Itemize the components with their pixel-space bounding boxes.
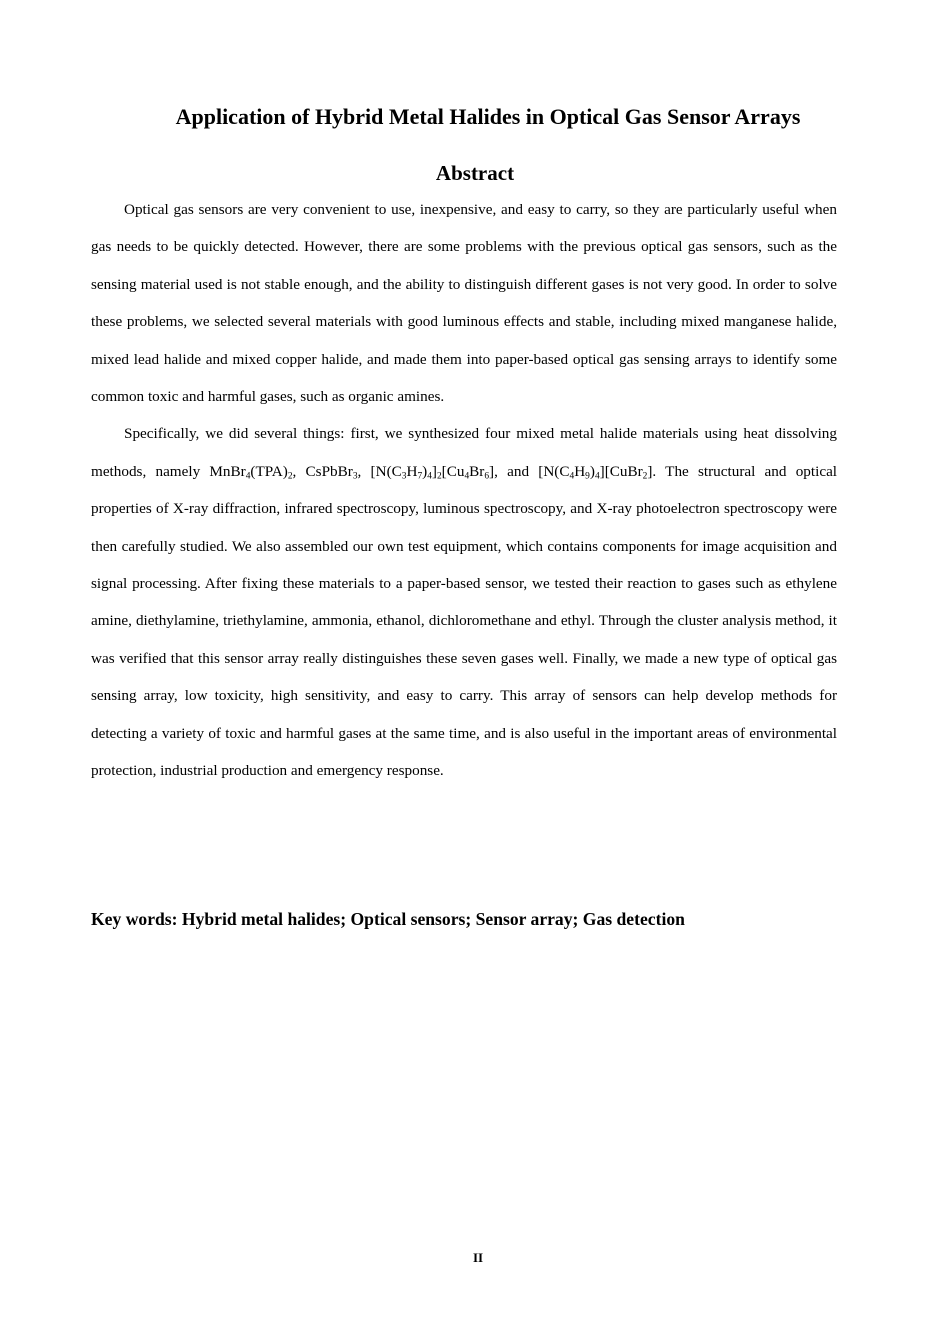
page-number: II [472, 1250, 484, 1265]
document-title: Application of Hybrid Metal Halides in Optical Gas Sensor Arrays [175, 104, 801, 129]
formula-mnbr4-tpa2: $MnBr_4(TPA)_2$ [209, 462, 293, 482]
abstract-body [91, 191, 837, 790]
keywords: Key words: Hybrid metal halides; Optical sensors; Sensor array; Gas detection [91, 909, 685, 929]
paragraph-2-intro: Specifically, we did several things: first, we synthesized four mixed metal halide materials using heat dissolving methods, namely [91, 425, 837, 480]
abstract-heading: Abstract [435, 161, 515, 185]
abstract-paragraph-1: Optical gas sensors are very convenient to use, inexpensive, and easy to carry, so they are particularly useful when gas needs to be quickly detected. However, there are some problems with the previous optical gas sensors, such as the sensing material used is not stable enough, and the ability to distinguish different gases is not very good. In order to solve these problems, we selected several materials with good luminous effects and stable, including mixed manganese halide, mixed lead halide and mixed copper halide, and made them into paper-based optical gas sensing arrays to identify some common toxic and harmful gases, such as organic amines. [91, 201, 837, 406]
formula-butylammonium-copper-bromide: $[N(C_4H_9)_4][CuBr_2]$. [538, 462, 657, 482]
paragraph-2-rest: The structural and optical properties of X-ray diffraction, infrared spectroscopy, luminous spectroscopy, and X-ray photoelectron spectroscopy were then carefully studied. We also assembled our own test equipment, which contains components for image acquisition and signal processing. After fixing these materials to a paper-based sensor, we tested their reaction to gases such as ethylene amine, diethylamine, triethylamine, ammonia, ethanol, dichloromethane and ethyl. Through the cluster analysis method, it was verified that this sensor array really distinguishes these seven gases well. Finally, we made a new type of optical gas sensing array, low toxicity, high sensitivity, and easy to carry. This array of sensors can help develop methods for detecting a variety of toxic and harmful gases at the same time, and is also useful in the important areas of environmental protection, industrial production and emergency response. [91, 462, 838, 780]
formula-cspbbr3: CsPbBr$_3$ [305, 462, 358, 482]
abstract-paragraph-2: Specifically, we did several things: first, we synthesized four mixed metal halide materials using heat dissolving methods, namely $MnBr_4(TPA)_2$, CsPbBr$_3$, $[N(C_3H_7)_4]_2[Cu_4Br_6]$, and $[N(C_4H_9)_4][CuBr_2]$. The structural and optical properties of X-ray diffraction, infrared spectroscopy, luminous spectroscopy, and X-ray photoelectron spectroscopy were then carefully studied. We also assembled our own test equipment, which contains components for image acquisition and signal processing. After fixing these materials to a paper-based sensor, we tested their reaction to gases such as ethylene amine, diethylamine, triethylamine, ammonia, ethanol, dichloromethane and ethyl. Through the cluster analysis method, it was verified that this sensor array really distinguishes these seven gases well. Finally, we made a new type of optical gas sensing array, low toxicity, high sensitivity, and easy to carry. This array of sensors can help develop methods for detecting a variety of toxic and harmful gases at the same time, and is also useful in the important areas of environmental protection, industrial production and emergency response. [91, 425, 838, 780]
formula-propylammonium-copper-bromide: $[N(C_3H_7)_4]_2[Cu_4Br_6]$, [370, 462, 498, 482]
